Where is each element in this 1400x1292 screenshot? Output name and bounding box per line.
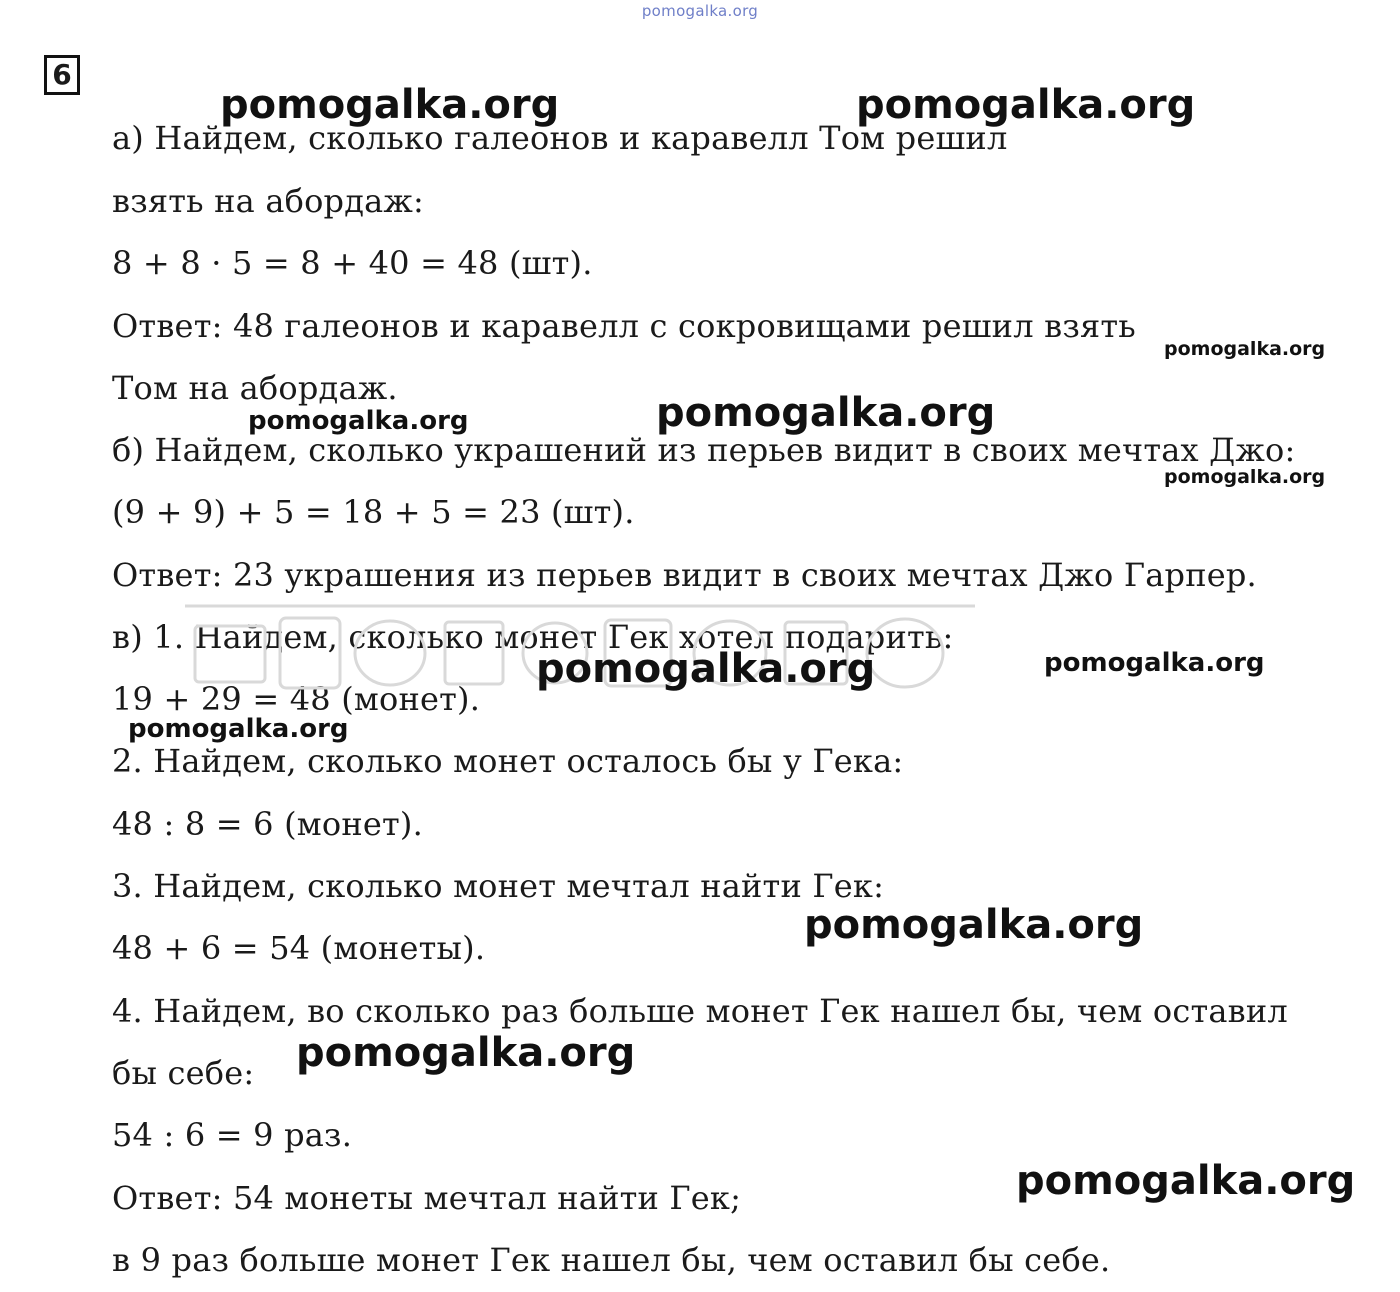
answer-line: Ответ: 48 галеонов и каравелл с сокровищами решил взять (112, 307, 1136, 345)
watermark: pomogalka.org (1016, 1158, 1356, 1204)
answer-line: Том на абордаж. (112, 369, 398, 407)
watermark: pomogalka.org (1044, 648, 1265, 678)
text-line: а) Найдем, сколько галеонов и каравелл Том решил (112, 119, 1008, 157)
watermark: pomogalka.org (856, 82, 1196, 128)
equation-line: 48 : 8 = 6 (монет). (112, 805, 423, 843)
watermark: pomogalka.org (128, 714, 349, 744)
text-line: бы себе: (112, 1054, 255, 1092)
answer-line: Ответ: 54 монеты мечтал найти Гек; (112, 1179, 742, 1217)
watermark: pomogalka.org (248, 406, 469, 436)
text-line: б) Найдем, сколько украшений из перьев видит в своих мечтах Джо: (112, 431, 1296, 469)
text-line: 2. Найдем, сколько монет осталось бы у Гека: (112, 742, 904, 780)
site-header-mark[interactable]: pomogalka.org (641, 2, 759, 20)
text-line: 4. Найдем, во сколько раз больше монет Гек нашел бы, чем оставил (112, 992, 1288, 1030)
equation-line: (9 + 9) + 5 = 18 + 5 = 23 (шт). (112, 493, 635, 531)
task-number-box: 6 (44, 55, 80, 95)
equation-line: 8 + 8 · 5 = 8 + 40 = 48 (шт). (112, 244, 593, 282)
answer-line: в 9 раз больше монет Гек нашел бы, чем оставил бы себе. (112, 1241, 1111, 1279)
equation-line: 54 : 6 = 9 раз. (112, 1116, 353, 1154)
watermark: pomogalka.org (1164, 466, 1326, 488)
equation-line: 19 + 29 = 48 (монет). (112, 680, 481, 718)
text-line: 3. Найдем, сколько монет мечтал найти Гек: (112, 867, 885, 905)
watermark: pomogalka.org (804, 902, 1144, 948)
watermark: pomogalka.org (656, 390, 996, 436)
equation-line: 48 + 6 = 54 (монеты). (112, 929, 486, 967)
watermark: pomogalka.org (220, 82, 560, 128)
text-line: в) 1. Найдем, сколько монет Гек хотел подарить: (112, 618, 954, 656)
watermark: pomogalka.org (1164, 338, 1326, 360)
watermark: pomogalka.org (536, 646, 876, 692)
text-line: взять на абордаж: (112, 182, 425, 220)
answer-line: Ответ: 23 украшения из перьев видит в своих мечтах Джо Гарпер. (112, 556, 1257, 594)
watermark: pomogalka.org (296, 1030, 636, 1076)
